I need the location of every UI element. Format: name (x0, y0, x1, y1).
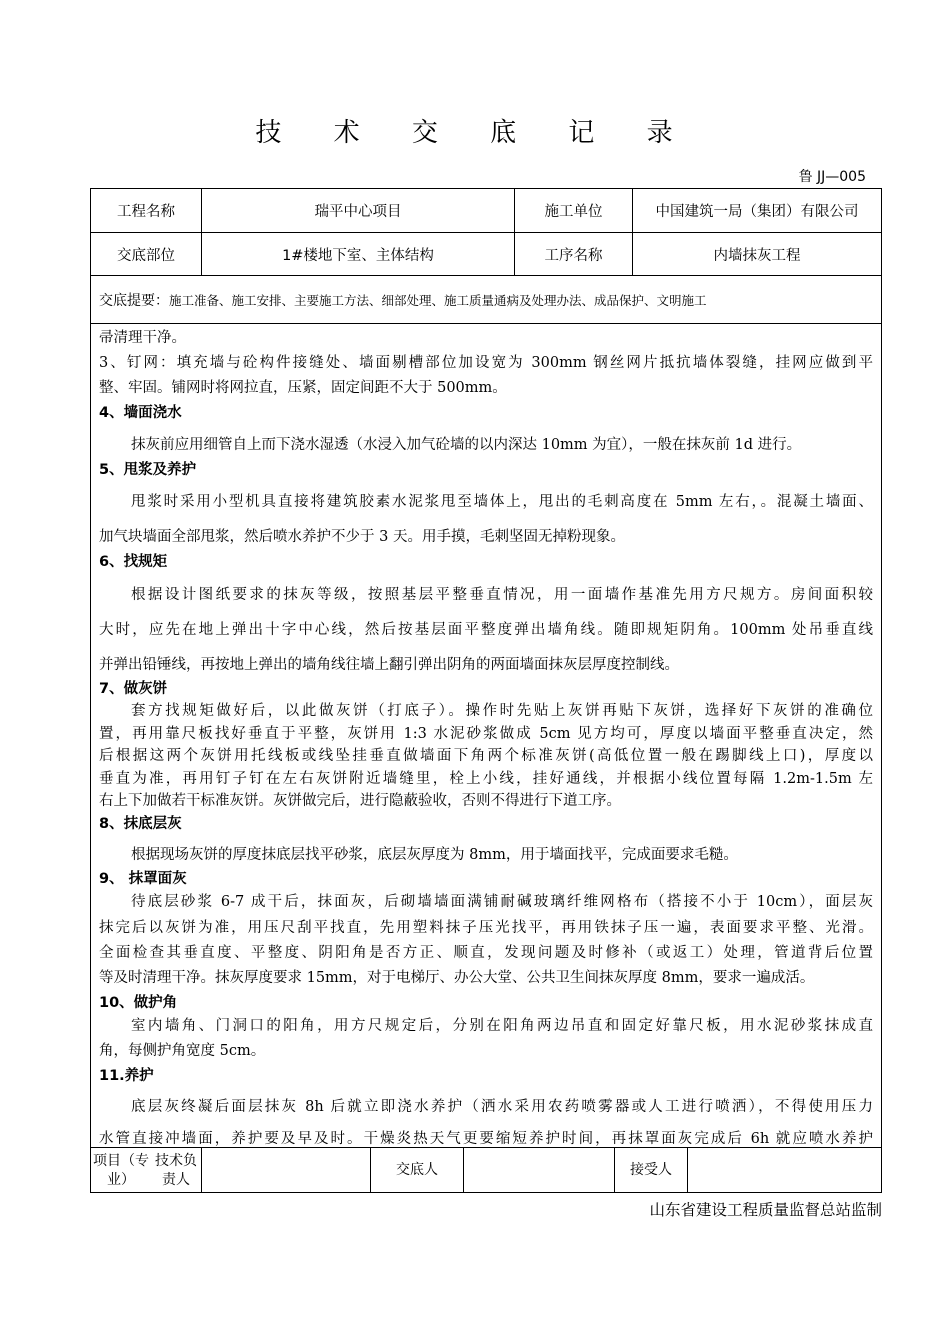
content-line: 全面检查其垂直度、平整度、阴阳角是否方正、顺直，发现问题及时修补（或返工）处理，管道背后位置 (99, 945, 873, 961)
info-row-2 (91, 233, 881, 276)
content-line: 大时，应先在地上弹出十字中心线，然后按基层面平整度弹出墙角线。随即规矩阴角。100mm 处吊垂直线 (99, 622, 873, 638)
section-heading: 4、墙面浇水 (99, 405, 182, 421)
discloser-label: 交底人 (371, 1148, 464, 1193)
content-line: 室内墙角、门洞口的阳角，用方尺规定后，分别在阳角两边吊直和固定好靠尺板，用水泥砂浆抹成直 (131, 1018, 873, 1034)
section-heading: 11.养护 (99, 1068, 154, 1084)
receiver-label: 接受人 (615, 1148, 688, 1193)
page-title: 技 术 交 底 记 录 (255, 118, 695, 148)
content-line: 加气块墙面全部甩浆，然后喷水养护不少于 3 天。用手摸，毛刺坚固无掉粉现象。 (99, 529, 625, 545)
content-line: 待底层砂浆 6-7 成干后，抹面灰，后砌墙墙面满铺耐碱玻璃纤维网格布（搭接不小于 10cm），面层灰 (131, 894, 873, 910)
content-line: 3、钉网：填充墙与砼构件接缝处、墙面剔槽部位加设宽为 300mm 钢丝网片抵抗墙体裂缝，挂网应做到平 (99, 355, 873, 371)
disclosure-part-value: 1#楼地下室、主体结构 (202, 233, 515, 275)
section-heading: 10、做护角 (99, 995, 178, 1011)
tech-lead-label-line-1: 项目（专业） (93, 1152, 149, 1188)
disclosure-part-label: 交底部位 (91, 233, 202, 275)
content-line: 根据设计图纸要求的抹灰等级，按照基层平整垂直情况，用一面墙作基准先用方尺规方。房间面积较 (131, 587, 873, 603)
project-name-label: 工程名称 (91, 189, 202, 232)
content-line: 等及时清理干净。抹灰厚度要求 15mm，对于电梯厅、办公大堂、公共卫生间抹灰厚度 8mm，要求一遍成活。 (99, 970, 815, 986)
signoff-row (91, 1147, 881, 1193)
section-heading: 7、做灰饼 (99, 681, 168, 697)
content-line: 套方找规矩做好后，以此做灰饼（打底子）。操作时先贴上灰饼再贴下灰饼，选择好下灰饼的准确位 (131, 703, 873, 719)
summary (99, 290, 707, 310)
summary-row (91, 276, 881, 324)
process-name-value: 内墙抹灰工程 (713, 247, 801, 264)
tech-lead-label (91, 1148, 202, 1193)
content-line: 后根据这两个灰饼用托线板或线坠挂垂直做墙面下角两个标准灰饼(高低位置一般在踢脚线上口)，厚度以 (99, 748, 873, 764)
content-line: 角，每侧护角宽度 5cm。 (99, 1043, 266, 1059)
content-line: 右上下加做若干标准灰饼。灰饼做完后，进行隐蔽验收，否则不得进行下道工序。 (99, 793, 621, 809)
content-body (91, 324, 881, 1147)
content-line: 底层灰终凝后面层抹灰 8h 后就立即浇水养护（洒水采用农药喷雾器或人工进行喷洒），不得使用压力 (131, 1099, 873, 1115)
section-heading: 9、 抹罩面灰 (99, 871, 187, 887)
construction-unit-value: 中国建筑一局（集团）有限公司 (655, 204, 859, 220)
project-name-value: 瑞平中心项目 (202, 189, 515, 232)
tech-lead-signature (202, 1148, 371, 1193)
receiver-signature (688, 1148, 881, 1193)
content-line: 帚清理干净。 (99, 330, 186, 346)
content-line: 甩浆时采用小型机具直接将建筑胶素水泥浆甩至墙体上，甩出的毛刺高度在 5mm 左右，。混凝土墙面、 (131, 494, 873, 510)
content-line: 抹完后以灰饼为准，用压尺刮平找直，先用塑料抹子压光找平，再用铁抹子压一遍，表面要求平整、光滑。 (99, 920, 873, 936)
content-line: 并弹出铅锤线，再按地上弹出的墙角线往墙上翻引弹出阴角的两面墙面抹灰层厚度控制线。 (99, 657, 679, 673)
discloser-signature (464, 1148, 615, 1193)
supervisor-note: 山东省建设工程质量监督总站监制 (649, 1201, 882, 1219)
content-line: 垂直为准，再用钉子钉在左右灰饼附近墙缝里，栓上小线，挂好通线，并根据小线位置每隔 1.2m-1.5m 左 (99, 771, 873, 787)
construction-unit-label: 施工单位 (515, 189, 633, 232)
record-form (90, 188, 882, 1193)
content-line: 整、牢固。铺网时将网拉直，压紧，固定间距不大于 500mm。 (99, 380, 507, 396)
info-row-1 (91, 189, 881, 233)
form-code: 鲁 JJ—005 (798, 169, 866, 185)
section-heading: 5、甩浆及养护 (99, 462, 197, 478)
content-line: 水管直接冲墙面，养护要及早及时。干燥炎热天气更要缩短养护时间，再抹罩面灰完成后 6h 就应喷水养护 (99, 1131, 873, 1147)
summary-text: 施工准备、施工安排、主要施工方法、细部处理、施工质量通病及处理办法、成品保护、文明施工 (169, 293, 707, 308)
section-heading: 8、抹底层灰 (99, 816, 182, 832)
content-line: 抹灰前应用细管自上而下浇水湿透（水浸入加气砼墙的以内深达 10mm 为宜），一般在抹灰前 1d 进行。 (131, 437, 802, 453)
summary-label: 交底提要： (99, 293, 169, 309)
content-line: 置，再用靠尺板找好垂直于平整，灰饼用 1:3 水泥砂浆做成 5cm 见方均可，厚度以墙面平整垂直决定，然 (99, 726, 873, 742)
section-heading: 6、找规矩 (99, 554, 168, 570)
content-line: 根据现场灰饼的厚度抹底层找平砂浆，底层灰厚度为 8mm，用于墙面找平，完成面要求毛糙。 (131, 847, 738, 863)
process-name-label: 工序名称 (515, 233, 633, 275)
tech-lead-label-line-2: 技术负责人 (155, 1152, 197, 1188)
